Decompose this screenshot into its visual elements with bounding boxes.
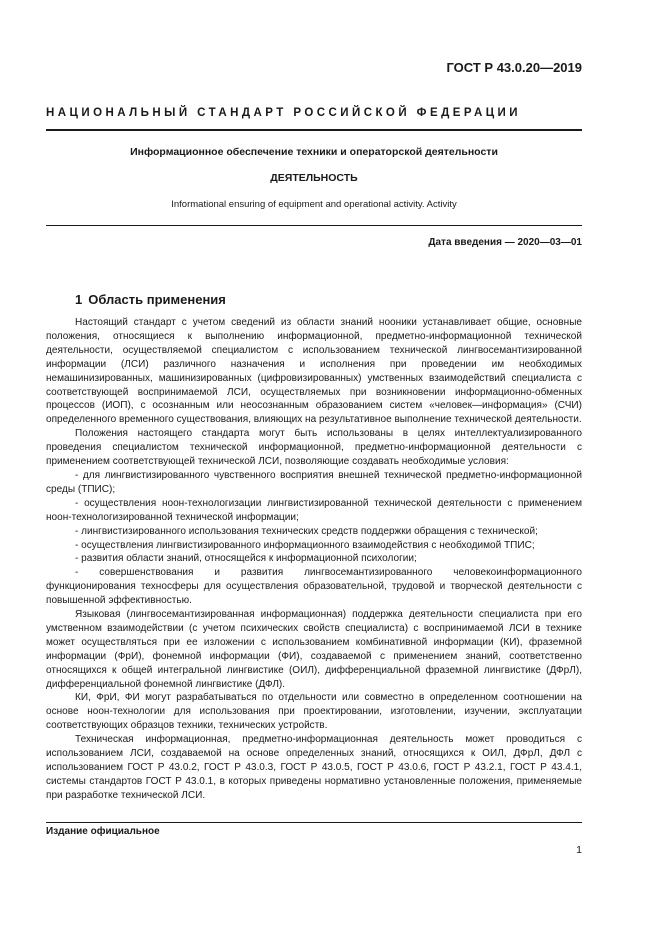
header-divider bbox=[46, 129, 582, 131]
introduction-date: Дата введения — 2020—03—01 bbox=[428, 237, 582, 248]
list-item: - лингвистизированного использования технических средств поддержки обращения с технической; bbox=[75, 525, 538, 537]
footer-divider bbox=[46, 822, 582, 823]
body-paragraph: Настоящий стандарт с учетом сведений из области знаний нооники устанавливает общие, основные положения, относящиеся к выполнению информационной, предметно-информационной технической деятельности, осуществляемой специалистом с использованием технической лингвосемантизированной информации (ЛСИ) различного назначения и исполнения при проведении им необходимых немашинизированных, машинизированных (цифровизированных) умственных взаимодействий специалиста с соответствующей воспринимаемой ЛСИ, осуществляемых при возникновении информационно-обменных процессов (ИОП), с осознанным или неосознанным образованием систем «человек—информация» (СЧИ) определенного временного существования, влияющих на результативное выполнение технической деятельности. bbox=[46, 317, 582, 426]
document-code: ГОСТ Р 43.0.20—2019 bbox=[446, 60, 582, 75]
section-heading bbox=[75, 292, 226, 307]
list-item: - осуществления ноон-технологизации лингвистизированной технической деятельности с применением ноон-технологизированной технической информации; bbox=[46, 497, 582, 523]
document-title: Информационное обеспечение техники и операторской деятельности bbox=[130, 146, 498, 158]
edition-note: Издание официальное bbox=[46, 826, 160, 837]
body-paragraph: Положения настоящего стандарта могут быть использованы в целях интеллектуализированного проведения специалистом технической информационной, предметно-информационной деятельности с применением соответствующей технической ЛСИ, позволяющие создавать необходимые условия: bbox=[46, 428, 582, 468]
list-item: - развития области знаний, относящейся к информационной психологии; bbox=[75, 553, 417, 565]
national-standard-heading: НАЦИОНАЛЬНЫЙ СТАНДАРТ РОССИЙСКОЙ ФЕДЕРАЦИИ bbox=[46, 107, 521, 119]
document-subtitle: ДЕЯТЕЛЬНОСТЬ bbox=[270, 172, 358, 184]
body-paragraph: КИ, ФрИ, ФИ могут разрабатываться по отдельности или совместно в определенном соотношении на основе ноон-технологии для использования при проектировании, изготовлении, изучении, эксплуатации соответствующих образцов техники, технических устройств. bbox=[46, 692, 582, 732]
page-number: 1 bbox=[576, 844, 582, 856]
section-number: 1 bbox=[75, 292, 83, 307]
list-item: - совершенствования и развития лингвосемантизированного человекоинформационного функционирования техносферы для осуществления образовательной, трудовой и творческой деятельности с повышенной эффективностью. bbox=[46, 567, 582, 607]
title-divider bbox=[46, 225, 582, 226]
list-item: - осуществления лингвистизированного информационного взаимодействия с необходимой ТПИС; bbox=[75, 539, 535, 551]
section-body bbox=[46, 316, 582, 803]
document-title-english: Informational ensuring of equipment and operational activity. Activity bbox=[171, 199, 457, 210]
list-item: - для лингвистизированного чувственного восприятия внешней технической предметно-информационной среды (ТПИС); bbox=[46, 469, 582, 495]
body-paragraph: Техническая информационная, предметно-информационная деятельность может проводиться с использованием ЛСИ, создаваемой на основе определенных знаний, относящихся к ОИЛ, ДФрЛ, ДФЛ с использованием ГОСТ Р 43.0.2, ГОСТ Р 43.0.3, ГОСТ Р 43.0.5, ГОСТ Р 43.0.6, ГОСТ Р 43.2.1, ГОСТ Р 43.4.1, системы стандартов ГОСТ Р 43.0.1, в которых приведены нормативно установленные положения, применяемые при разработке технической ЛСИ. bbox=[46, 734, 582, 801]
section-title: Область применения bbox=[88, 292, 226, 307]
body-paragraph: Языковая (лингвосемантизированная информационная) поддержка деятельности специалиста при его умственном взаимодействии (с учетом психических свойств специалиста) с воспринимаемой ЛСИ в технике может осуществляться при ее изложении с использованием комбинативной информации (КИ), фраземной информации (ФрИ), фонемной информации (ФИ), создаваемой с применением знаний, соответственно относящихся к общей интегральной лингвистике (ОИЛ), дифференциальной фраземной лингвистике (ДФрЛ), дифференциальной фонемной лингвистике (ДФЛ). bbox=[46, 609, 582, 690]
